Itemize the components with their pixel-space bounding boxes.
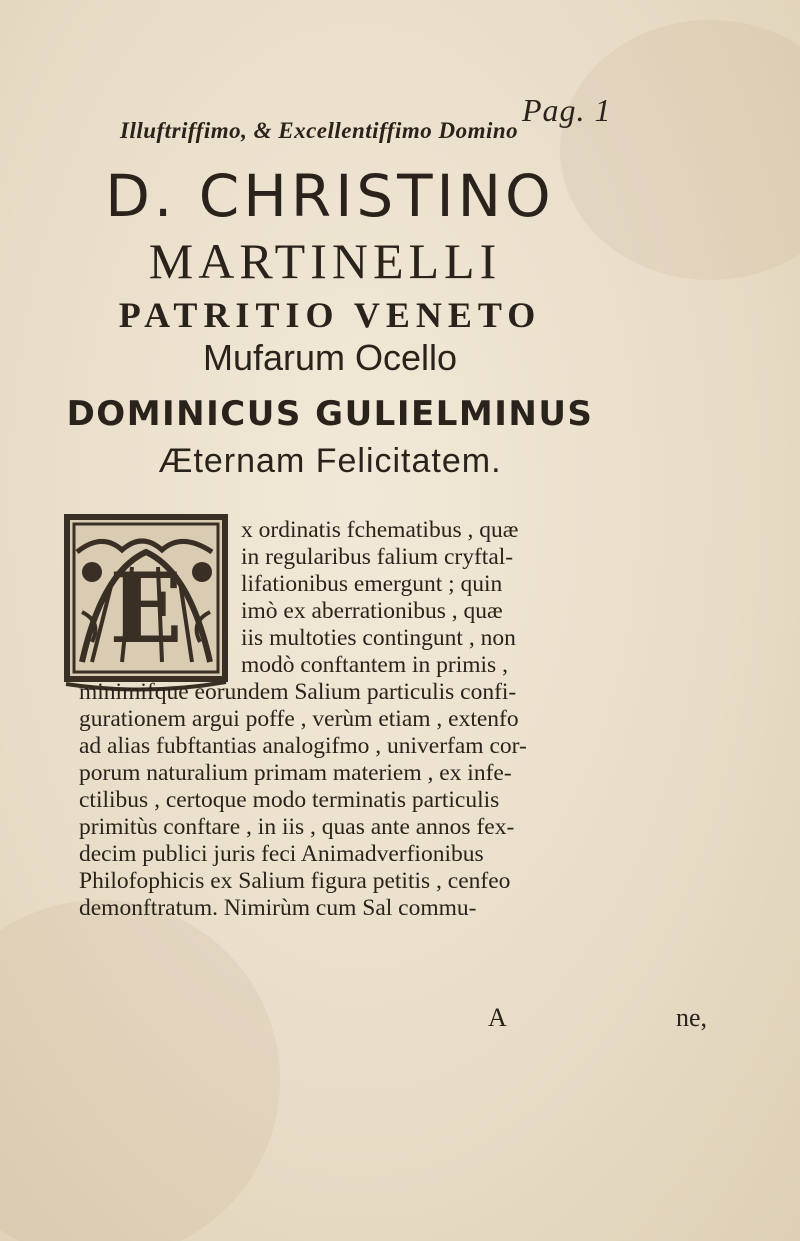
dedicatee-epithet: Mufarum Ocello <box>202 337 458 378</box>
text-line: ctilibus , certoque modo terminatis particulis <box>79 787 500 813</box>
text-line: imò ex aberrationibus , quæ <box>241 598 503 624</box>
dedicatee-name-line1: D. CHRISTINO <box>105 162 555 230</box>
greeting-line: Æternam Felicitatem. <box>158 442 502 480</box>
text-line: demonftratum. Nimirùm cum Sal commu- <box>79 895 477 921</box>
text-line: porum naturalium primam materiem , ex infe- <box>79 760 512 786</box>
text-line: modò conftantem in primis , <box>241 652 508 678</box>
text-line: x ordinatis fchematibus , quæ <box>241 517 519 543</box>
signature-mark: A <box>488 1003 507 1032</box>
initial-letter: E <box>109 552 183 665</box>
dedicatee-rank: PATRITIO VENETO <box>118 295 542 335</box>
text-line: minimifque eorundem Salium particulis confi- <box>79 679 517 705</box>
dedication-line: Illuftriffimo, & Excellentiffimo Domino <box>120 118 519 143</box>
page-number: Pag. 1 <box>522 92 612 128</box>
author-name: DOMINICUS GULIELMINUS <box>66 394 594 434</box>
dedicatee-name-line2: MARTINELLI <box>148 233 502 289</box>
text-line: primitùs conftare , in iis , quas ante annos fex- <box>79 814 515 840</box>
text-line: ad alias fubftantias analogifmo , univerfam cor- <box>79 733 527 759</box>
paper-stain <box>0 900 280 1241</box>
text-line: gurationem argui poffe , verùm etiam , extenfo <box>79 706 519 732</box>
decorated-initial-icon <box>62 512 230 692</box>
text-line: in regularibus falium cryftal- <box>241 544 514 570</box>
text-line: Philofophicis ex Salium figura petitis , cenfeo <box>79 868 511 894</box>
text-line: iis multoties contingunt , non <box>241 625 516 651</box>
text-line: decim publici juris feci Animadverfionibus <box>79 841 484 867</box>
text-line: lifationibus emergunt ; quin <box>241 571 503 597</box>
catchword: ne, <box>676 1003 708 1032</box>
